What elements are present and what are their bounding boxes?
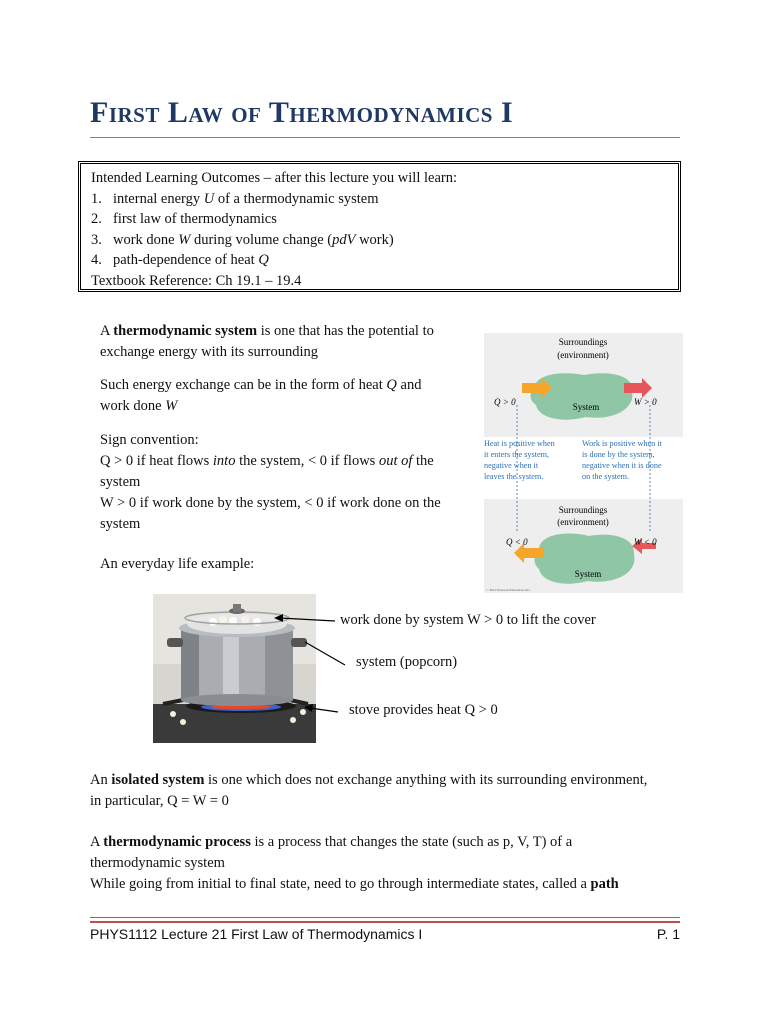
outcome-item-2: 2. first law of thermodynamics <box>91 211 277 228</box>
heat-note-line-1: Heat is positive when <box>484 439 555 448</box>
energy-exchange-text: Such energy exchange can be in the form of heat Q and work done W <box>100 377 422 414</box>
heat-note-line-3: negative when it <box>484 461 539 470</box>
q-positive-label: Q > 0 <box>494 397 516 407</box>
surroundings-label-bottom: Surroundings <box>558 505 608 515</box>
system-label-top: System <box>572 402 600 412</box>
work-note-line-2: is done by the system, <box>582 450 655 459</box>
w-positive-label: W > 0 <box>634 397 657 407</box>
stove-heat-label: stove provides heat Q > 0 <box>349 702 498 718</box>
figure-credit: © 2012 Pearson Education, Inc. <box>486 588 531 592</box>
sign-convention-diagram <box>484 333 683 593</box>
page-title: First Law of Thermodynamics I <box>90 96 514 129</box>
outcome-item-3: 3. work done W during volume change (pdV work) <box>91 231 394 248</box>
footer-page-number: P. 1 <box>656 926 680 942</box>
thermodynamic-process-definition: A thermodynamic process is a process that changes the state (such as p, V, T) of a thermodynamic system While going from initial to final state, need to go through intermediate states, called a path <box>90 834 619 892</box>
footer-rule-thick <box>90 921 680 923</box>
learning-outcomes-box <box>78 161 681 292</box>
textbook-reference: Textbook Reference: Ch 19.1 – 19.4 <box>91 272 302 289</box>
outcomes-heading: Intended Learning Outcomes – after this lecture you will learn: <box>91 170 457 186</box>
isolated-system-definition: An isolated system is one which does not exchange anything with its surrounding environment, in particular, Q = W = 0 <box>90 772 648 809</box>
work-note-line-1: Work is positive when it <box>582 439 662 448</box>
cover-work-label: work done by system W > 0 to lift the cover <box>340 612 596 628</box>
sign-convention: Sign convention: Q > 0 if heat flows into the system, < 0 if flows out of the system W > 0 if work done by the system, < 0 if work done on the system <box>100 432 441 532</box>
heat-note-line-4: leaves the system. <box>484 472 544 481</box>
q-negative-label: Q < 0 <box>506 537 528 547</box>
work-note-line-4: on the system. <box>582 472 630 481</box>
heat-note-line-2: it enters the system, <box>484 450 550 459</box>
system-blob-top <box>531 373 633 419</box>
pot-annotation-lines <box>250 610 350 720</box>
outcome-item-4: 4. path-dependence of heat Q <box>91 252 269 269</box>
work-note-line-3: negative when it is done <box>582 461 662 470</box>
environment-label-bottom: (environment) <box>557 517 609 527</box>
system-popcorn-label: system (popcorn) <box>356 654 458 670</box>
outcome-item-1: 1. internal energy U of a thermodynamic system <box>91 190 379 207</box>
system-label-bottom: System <box>574 569 602 579</box>
surroundings-label-top: Surroundings <box>558 337 608 347</box>
footer-course-title: PHYS1112 Lecture 21 First Law of Thermodynamics I <box>90 926 423 942</box>
footer-rule-thin <box>90 917 680 918</box>
everyday-example-label: An everyday life example: <box>100 556 255 572</box>
w-negative-label: W < 0 <box>634 537 657 547</box>
thermodynamic-system-definition: A thermodynamic system is one that has the potential to exchange energy with its surrounding <box>100 323 434 360</box>
environment-label-top: (environment) <box>557 350 609 360</box>
title-rule <box>90 137 680 138</box>
